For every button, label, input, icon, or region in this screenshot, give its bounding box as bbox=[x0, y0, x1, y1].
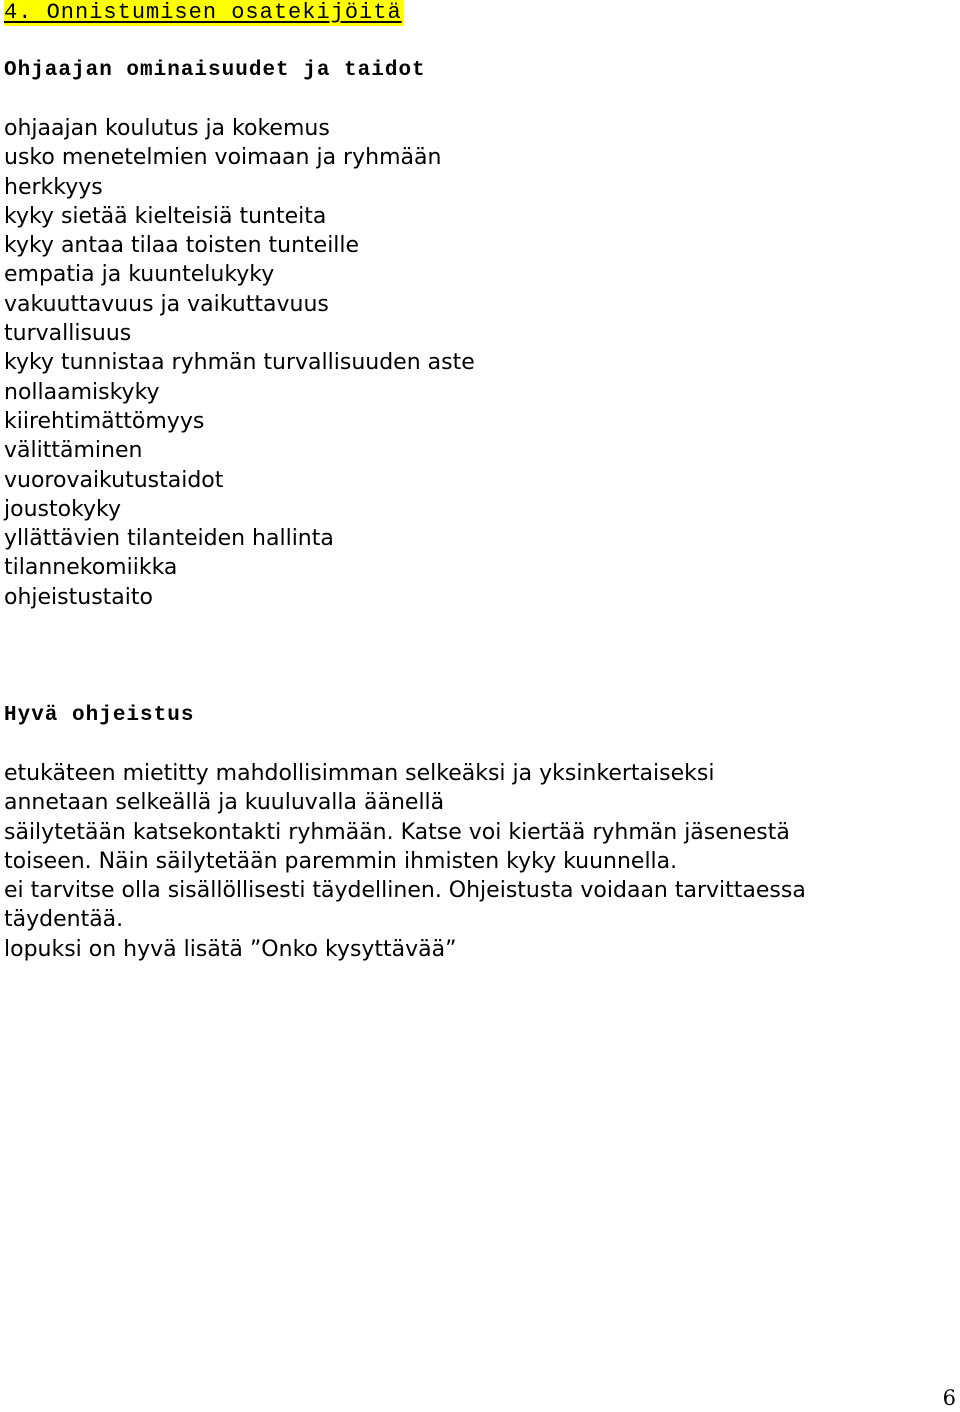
instruction-line: täydentää. bbox=[4, 907, 124, 933]
skill-list-item: kyky sietää kielteisiä tunteita bbox=[4, 203, 327, 229]
chapter-title: 4. Onnistumisen osatekijöitä bbox=[4, 0, 402, 25]
section-heading-instructor-skills: Ohjaajan ominaisuudet ja taidot bbox=[4, 59, 426, 82]
instructor-skills-list bbox=[4, 114, 475, 612]
skill-list-item: kyky antaa tilaa toisten tunteille bbox=[4, 233, 360, 259]
instruction-line: lopuksi on hyvä lisätä ”Onko kysyttävää” bbox=[4, 936, 457, 962]
skill-list-item: joustokyky bbox=[4, 496, 122, 522]
instruction-line: säilytetään katsekontakti ryhmään. Katse voi kiertää ryhmän jäsenestä bbox=[4, 819, 790, 845]
skill-list-item: ohjeistustaito bbox=[4, 584, 153, 610]
skill-list-item: kyky tunnistaa ryhmän turvallisuuden aste bbox=[4, 350, 475, 376]
instruction-line: toiseen. Näin säilytetään paremmin ihmisten kyky kuunnella. bbox=[4, 848, 678, 874]
skill-list-item: nollaamiskyky bbox=[4, 379, 160, 405]
skill-list-item: herkkyys bbox=[4, 174, 103, 200]
instruction-line: etukäteen mietitty mahdollisimman selkeäksi ja yksinkertaiseksi bbox=[4, 761, 715, 786]
skill-list-item: turvallisuus bbox=[4, 321, 132, 347]
skill-list-item: vakuuttavuus ja vaikuttavuus bbox=[4, 291, 329, 317]
instruction-line: annetaan selkeällä ja kuuluvalla äänellä bbox=[4, 790, 445, 816]
good-instruction-list bbox=[4, 759, 806, 964]
section-heading-good-instruction: Hyvä ohjeistus bbox=[4, 704, 195, 727]
skill-list-item: kiirehtimättömyys bbox=[4, 408, 205, 434]
skill-list-item: usko menetelmien voimaan ja ryhmään bbox=[4, 145, 442, 171]
page-number: 6 bbox=[942, 1386, 956, 1410]
skill-list-item: välittäminen bbox=[4, 438, 143, 464]
instruction-line: ei tarvitse olla sisällöllisesti täydellinen. Ohjeistusta voidaan tarvittaessa bbox=[4, 878, 806, 904]
skill-list-item: yllättävien tilanteiden hallinta bbox=[4, 526, 334, 552]
skill-list-item: tilannekomiikka bbox=[4, 555, 178, 581]
skill-list-item: vuorovaikutustaidot bbox=[4, 467, 224, 493]
skill-list-item: empatia ja kuuntelukyky bbox=[4, 262, 275, 288]
skill-list-item: ohjaajan koulutus ja kokemus bbox=[4, 116, 330, 141]
